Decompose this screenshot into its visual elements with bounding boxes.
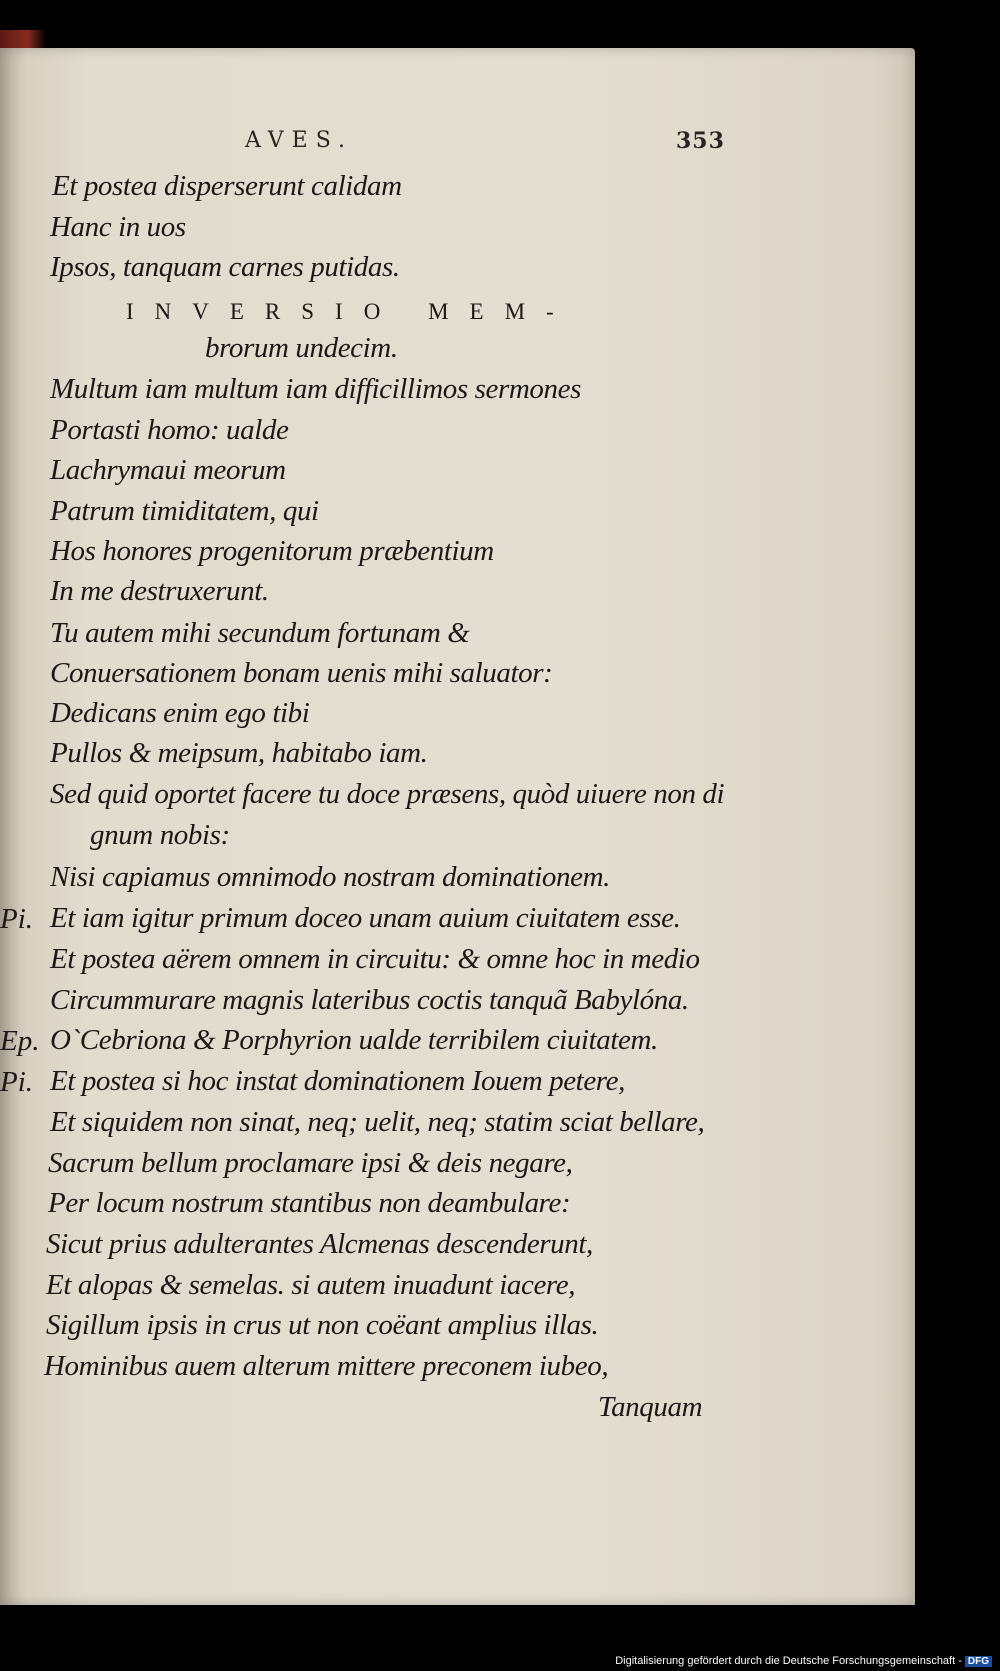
- text-line: Multum iam multum iam difficillimos sermones: [50, 373, 581, 405]
- text-line: Portasti homo: ualde: [50, 414, 289, 446]
- credit-text: Digitalisierung gefördert durch die Deutsche Forschungsgemeinschaft -: [615, 1655, 962, 1667]
- text-line: Et iam igitur primum doceo unam auium ciuitatem esse.: [50, 902, 681, 934]
- catchword: Tanquam: [598, 1391, 703, 1423]
- text-line: In me destruxerunt.: [50, 575, 269, 607]
- text-line: Sicut prius adulterantes Alcmenas descenderunt,: [46, 1228, 593, 1260]
- text-line: Et postea disperserunt calidam: [52, 170, 402, 202]
- speaker-label: Pi.: [0, 1066, 34, 1098]
- text-line: Et postea aërem omnem in circuitu: & omne hoc in medio: [50, 943, 700, 975]
- text-line: Ipsos, tanquam carnes putidas.: [50, 251, 400, 283]
- text-line: gnum nobis:: [90, 819, 230, 851]
- text-line: Sed quid oportet facere tu doce præsens, quòd uiuere non di: [50, 778, 725, 810]
- section-heading: INVERSIO MEM-: [126, 299, 575, 324]
- text-line: Lachrymaui meorum: [50, 454, 286, 486]
- text-line: Pullos & meipsum, habitabo iam.: [50, 737, 428, 769]
- text-line: Conuersationem bonam uenis mihi saluator:: [50, 657, 553, 689]
- speaker-label: Pi.: [0, 903, 34, 935]
- text-line: Sacrum bellum proclamare ipsi & deis negare,: [48, 1147, 573, 1179]
- digitization-credit: [615, 1655, 992, 1667]
- text-line: Hanc in uos: [50, 211, 186, 243]
- text-line: Et siquidem non sinat, neq; uelit, neq; statim sciat bellare,: [50, 1106, 705, 1138]
- text-line: Hos honores progenitorum præbentium: [50, 535, 494, 567]
- running-head: AVES.: [245, 128, 354, 153]
- section-heading-continued: brorum undecim.: [205, 332, 398, 364]
- page-number: 353: [676, 128, 725, 154]
- speaker-label: Ep.: [0, 1025, 40, 1057]
- text-line: Tu autem mihi secundum fortunam &: [50, 617, 470, 649]
- text-line: Circummurare magnis lateribus coctis tanquã Babylóna.: [50, 984, 689, 1016]
- text-line: Et alopas & semelas. si autem inuadunt iacere,: [46, 1269, 576, 1301]
- text-line: Sigillum ipsis in crus ut non coëant amplius illas.: [46, 1309, 599, 1341]
- text-line: Nisi capiamus omnimodo nostram dominationem.: [50, 861, 610, 893]
- text-line: Dedicans enim ego tibi: [50, 697, 310, 729]
- text-line: Per locum nostrum stantibus non deambulare:: [48, 1187, 571, 1219]
- text-line: Hominibus auem alterum mittere preconem iubeo,: [44, 1350, 609, 1382]
- text-line: O`Cebriona & Porphyrion ualde terribilem ciuitatem.: [50, 1024, 658, 1056]
- text-line: Et postea si hoc instat dominationem Iouem petere,: [50, 1065, 625, 1097]
- text-line: Patrum timiditatem, qui: [50, 495, 319, 527]
- dfg-logo: DFG: [965, 1656, 992, 1667]
